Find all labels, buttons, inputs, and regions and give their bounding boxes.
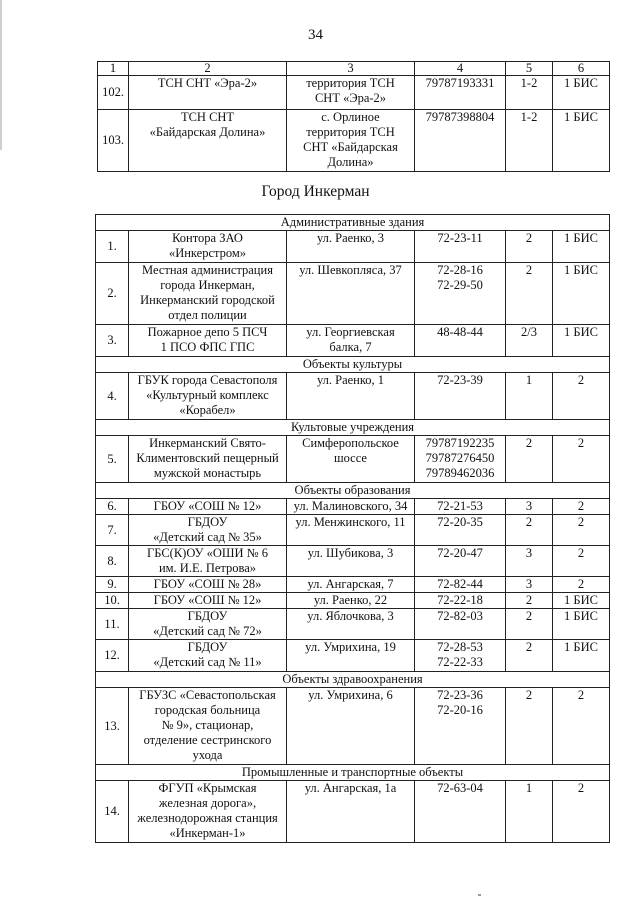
object-address: ул. Менжинского, 11	[287, 515, 415, 546]
object-phone: 72-23-39	[415, 373, 506, 420]
object-address: ул. Ангарская, 7	[287, 577, 415, 593]
object-phone: 48-48-44	[415, 325, 506, 357]
object-address: ул. Георгиевская балка, 7	[287, 325, 415, 357]
column-5-value: 2	[506, 688, 553, 765]
object-address: ул. Раенко, 22	[287, 593, 415, 609]
object-address: ул. Ангарская, 1а	[287, 781, 415, 843]
row-number: 7.	[96, 515, 129, 546]
row-number: 6.	[96, 499, 129, 515]
section-title: Культовые учреждения	[96, 420, 610, 436]
column-5-value: 3	[506, 499, 553, 515]
section-header-row	[96, 483, 610, 499]
column-6-value: 1 БИС	[553, 640, 610, 672]
object-name: ТСН СНТ «Эра-2»	[129, 76, 287, 110]
object-phone: 72-63-04	[415, 781, 506, 843]
section-header-row	[96, 672, 610, 688]
object-address: ул. Шубикова, 3	[287, 546, 415, 577]
column-5-value: 2	[506, 593, 553, 609]
row-number: 4.	[96, 373, 129, 420]
column-6-value: 2	[553, 499, 610, 515]
column-6-value: 2	[553, 373, 610, 420]
object-name: Контора ЗАО «Инкерстром»	[129, 231, 287, 263]
table-row	[96, 546, 610, 577]
column-5-value: 2	[506, 515, 553, 546]
city-heading: Город Инкерман	[261, 183, 370, 200]
table-row	[96, 781, 610, 843]
row-number: 11.	[96, 609, 129, 640]
object-name: ТСН СНТ «Байдарская Долина»	[129, 110, 287, 172]
object-phone: 72-28-53 72-22-33	[415, 640, 506, 672]
column-5-value: 2	[506, 263, 553, 325]
column-6-value: 2	[553, 577, 610, 593]
section-header-row	[96, 215, 610, 231]
column-6-value: 1 БИС	[553, 231, 610, 263]
row-number: 12.	[96, 640, 129, 672]
inkerman-objects-table	[95, 214, 610, 843]
column-5-value: 2	[506, 640, 553, 672]
column-6-value: 2	[553, 515, 610, 546]
column-number: 4	[415, 62, 506, 76]
object-name: ГБОУ «СОШ № 12»	[129, 499, 287, 515]
continued-table	[97, 61, 610, 172]
section-title: Объекты здравоохранения	[96, 672, 610, 688]
column-5-value: 1	[506, 373, 553, 420]
object-name: ФГУП «Крымская железная дорога», железнодорожная станция «Инкерман-1»	[129, 781, 287, 843]
object-phone: 72-20-35	[415, 515, 506, 546]
object-phone: 79787193331	[415, 76, 506, 110]
object-address: с. Орлиное территория ТСН СНТ «Байдарская Долина»	[287, 110, 415, 172]
table-row	[96, 231, 610, 263]
section-title: Объекты культуры	[96, 357, 610, 373]
object-phone: 79787192235 79787276450 79789462036	[415, 436, 506, 483]
page-number: 34	[308, 27, 323, 43]
column-5-value: 2/3	[506, 325, 553, 357]
object-name: ГБОУ «СОШ № 28»	[129, 577, 287, 593]
column-6-value: 1 БИС	[553, 76, 610, 110]
column-6-value: 1 БИС	[553, 110, 610, 172]
column-6-value: 1 БИС	[553, 609, 610, 640]
object-phone: 72-82-03	[415, 609, 506, 640]
column-5-value: 1	[506, 781, 553, 843]
column-5-value: 2	[506, 231, 553, 263]
scan-speck	[478, 894, 481, 896]
object-address: Симферопольское шоссе	[287, 436, 415, 483]
object-phone: 72-28-16 72-29-50	[415, 263, 506, 325]
object-name: ГБУК города Севастополя «Культурный комплекс «Корабел»	[129, 373, 287, 420]
object-phone: 79787398804	[415, 110, 506, 172]
table-row	[96, 515, 610, 546]
object-name: Инкерманский Свято- Климентовский пещерный мужской монастырь	[129, 436, 287, 483]
column-5-value: 1-2	[506, 76, 553, 110]
column-5-value: 3	[506, 546, 553, 577]
row-number: 1.	[96, 231, 129, 263]
column-5-value: 1-2	[506, 110, 553, 172]
table-row	[96, 499, 610, 515]
object-name: ГБДОУ «Детский сад № 11»	[129, 640, 287, 672]
column-6-value: 2	[553, 688, 610, 765]
column-5-value: 3	[506, 577, 553, 593]
row-number: 5.	[96, 436, 129, 483]
column-6-value: 2	[553, 436, 610, 483]
object-phone: 72-20-47	[415, 546, 506, 577]
object-phone: 72-21-53	[415, 499, 506, 515]
row-number: 9.	[96, 577, 129, 593]
column-5-value: 2	[506, 609, 553, 640]
section-header-row	[96, 420, 610, 436]
object-name: Пожарное депо 5 ПСЧ 1 ПСО ФПС ГПС	[129, 325, 287, 357]
column-number: 1	[98, 62, 129, 76]
row-number: 13.	[96, 688, 129, 765]
table-row	[96, 593, 610, 609]
object-address: ул. Раенко, 3	[287, 231, 415, 263]
section-header-row	[96, 765, 610, 781]
section-title: Административные здания	[96, 215, 610, 231]
row-number: 8.	[96, 546, 129, 577]
column-6-value: 1 БИС	[553, 593, 610, 609]
object-address: ул. Умрихина, 19	[287, 640, 415, 672]
object-address: ул. Малиновского, 34	[287, 499, 415, 515]
object-phone: 72-23-11	[415, 231, 506, 263]
object-name: ГБОУ «СОШ № 12»	[129, 593, 287, 609]
object-phone: 72-22-18	[415, 593, 506, 609]
table-row	[96, 609, 610, 640]
column-number: 2	[129, 62, 287, 76]
column-6-value: 1 БИС	[553, 325, 610, 357]
table-row	[96, 577, 610, 593]
object-address: ул. Яблочкова, 3	[287, 609, 415, 640]
object-address: ул. Раенко, 1	[287, 373, 415, 420]
row-number: 3.	[96, 325, 129, 357]
table-row	[96, 688, 610, 765]
column-6-value: 2	[553, 781, 610, 843]
section-title: Промышленные и транспортные объекты	[96, 765, 610, 781]
object-name: ГБДОУ «Детский сад № 35»	[129, 515, 287, 546]
column-number: 6	[553, 62, 610, 76]
object-name: ГБУЗС «Севастопольская городская больница № 9», стационар, отделение сестринского ухода	[129, 688, 287, 765]
column-5-value: 2	[506, 436, 553, 483]
object-phone: 72-82-44	[415, 577, 506, 593]
object-name: ГБС(К)ОУ «ОШИ № 6 им. И.Е. Петрова»	[129, 546, 287, 577]
table-row	[96, 436, 610, 483]
row-number: 2.	[96, 263, 129, 325]
scan-margin-shadow	[0, 0, 2, 150]
table-row	[96, 263, 610, 325]
column-6-value: 2	[553, 546, 610, 577]
section-title: Объекты образования	[96, 483, 610, 499]
section-header-row	[96, 357, 610, 373]
row-number: 10.	[96, 593, 129, 609]
table-row	[96, 640, 610, 672]
row-number: 103.	[98, 110, 129, 172]
column-number: 3	[287, 62, 415, 76]
table-row	[98, 76, 610, 110]
object-address: ул. Умрихина, 6	[287, 688, 415, 765]
object-name: ГБДОУ «Детский сад № 72»	[129, 609, 287, 640]
column-number: 5	[506, 62, 553, 76]
object-phone: 72-23-36 72-20-16	[415, 688, 506, 765]
table-row	[96, 373, 610, 420]
object-address: ул. Шевкопляса, 37	[287, 263, 415, 325]
column-6-value: 1 БИС	[553, 263, 610, 325]
object-address: территория ТСН СНТ «Эра-2»	[287, 76, 415, 110]
table-row	[96, 325, 610, 357]
row-number: 14.	[96, 781, 129, 843]
row-number: 102.	[98, 76, 129, 110]
object-name: Местная администрация города Инкерман, Инкерманский городской отдел полиции	[129, 263, 287, 325]
table-row	[98, 110, 610, 172]
column-number-row	[98, 62, 610, 76]
